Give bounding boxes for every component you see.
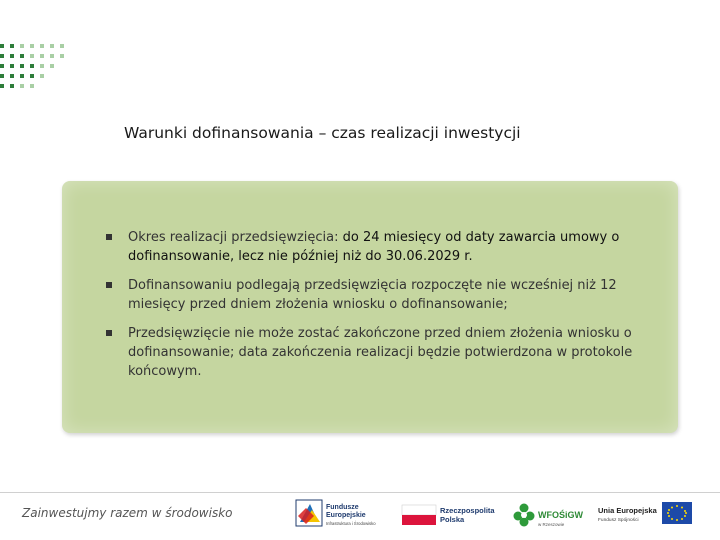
fundusze-line1: Fundusze	[326, 504, 359, 511]
rp-line2: Polska	[440, 515, 465, 524]
bullet-item	[106, 276, 666, 314]
wfosigw-logo	[512, 496, 584, 532]
ue-line2: Fundusz Spójności	[598, 518, 639, 523]
bullet-lead: Okres realizacji przedsięwzięcia:	[128, 230, 343, 245]
slide-title: Warunki dofinansowania – czas realizacji inwestycji	[124, 124, 521, 142]
wfosigw-sub: w Rzeszowie	[538, 522, 565, 527]
fundusze-europejskie-logo	[294, 496, 386, 532]
decorative-dot-grid	[0, 42, 80, 92]
fundusze-line3: Infrastruktura i Środowisko	[326, 521, 376, 526]
bullet-text: Przedsięwzięcie nie może zostać zakończone przed dniem złożenia wniosku o dofinansowanie; data zakończenia realizacji będzie potwierdzona w protokole końcowym.	[128, 326, 633, 379]
bullet-item	[106, 324, 666, 381]
content-panel	[62, 181, 678, 433]
wfosigw-text: WFOŚiGW	[538, 510, 583, 520]
footer-divider	[0, 492, 720, 493]
rzeczpospolita-polska-logo	[400, 496, 500, 532]
unia-europejska-logo	[596, 496, 720, 532]
rp-line1: Rzeczpospolita	[440, 506, 495, 515]
bullet-square-icon	[106, 330, 112, 336]
bullet-square-icon	[106, 282, 112, 288]
ue-line1: Unia Europejska	[598, 506, 657, 515]
bullet-text	[128, 228, 666, 266]
bullet-square-icon	[106, 234, 112, 240]
bullet-text: Dofinansowaniu podlegają przedsięwzięcia rozpoczęte nie wcześniej niż 12 miesięcy przed dniem złożenia wniosku o dofinansowanie;	[128, 278, 617, 312]
bullet-emphasis: do 24 miesięcy od daty zawarcia umowy o dofinansowanie, lecz nie później niż do 30.06.2029 r.	[128, 230, 620, 264]
bullet-item	[106, 228, 666, 266]
footer-slogan: Zainwestujmy razem w środowisko	[22, 506, 233, 520]
fundusze-line2: Europejskie	[326, 512, 366, 519]
